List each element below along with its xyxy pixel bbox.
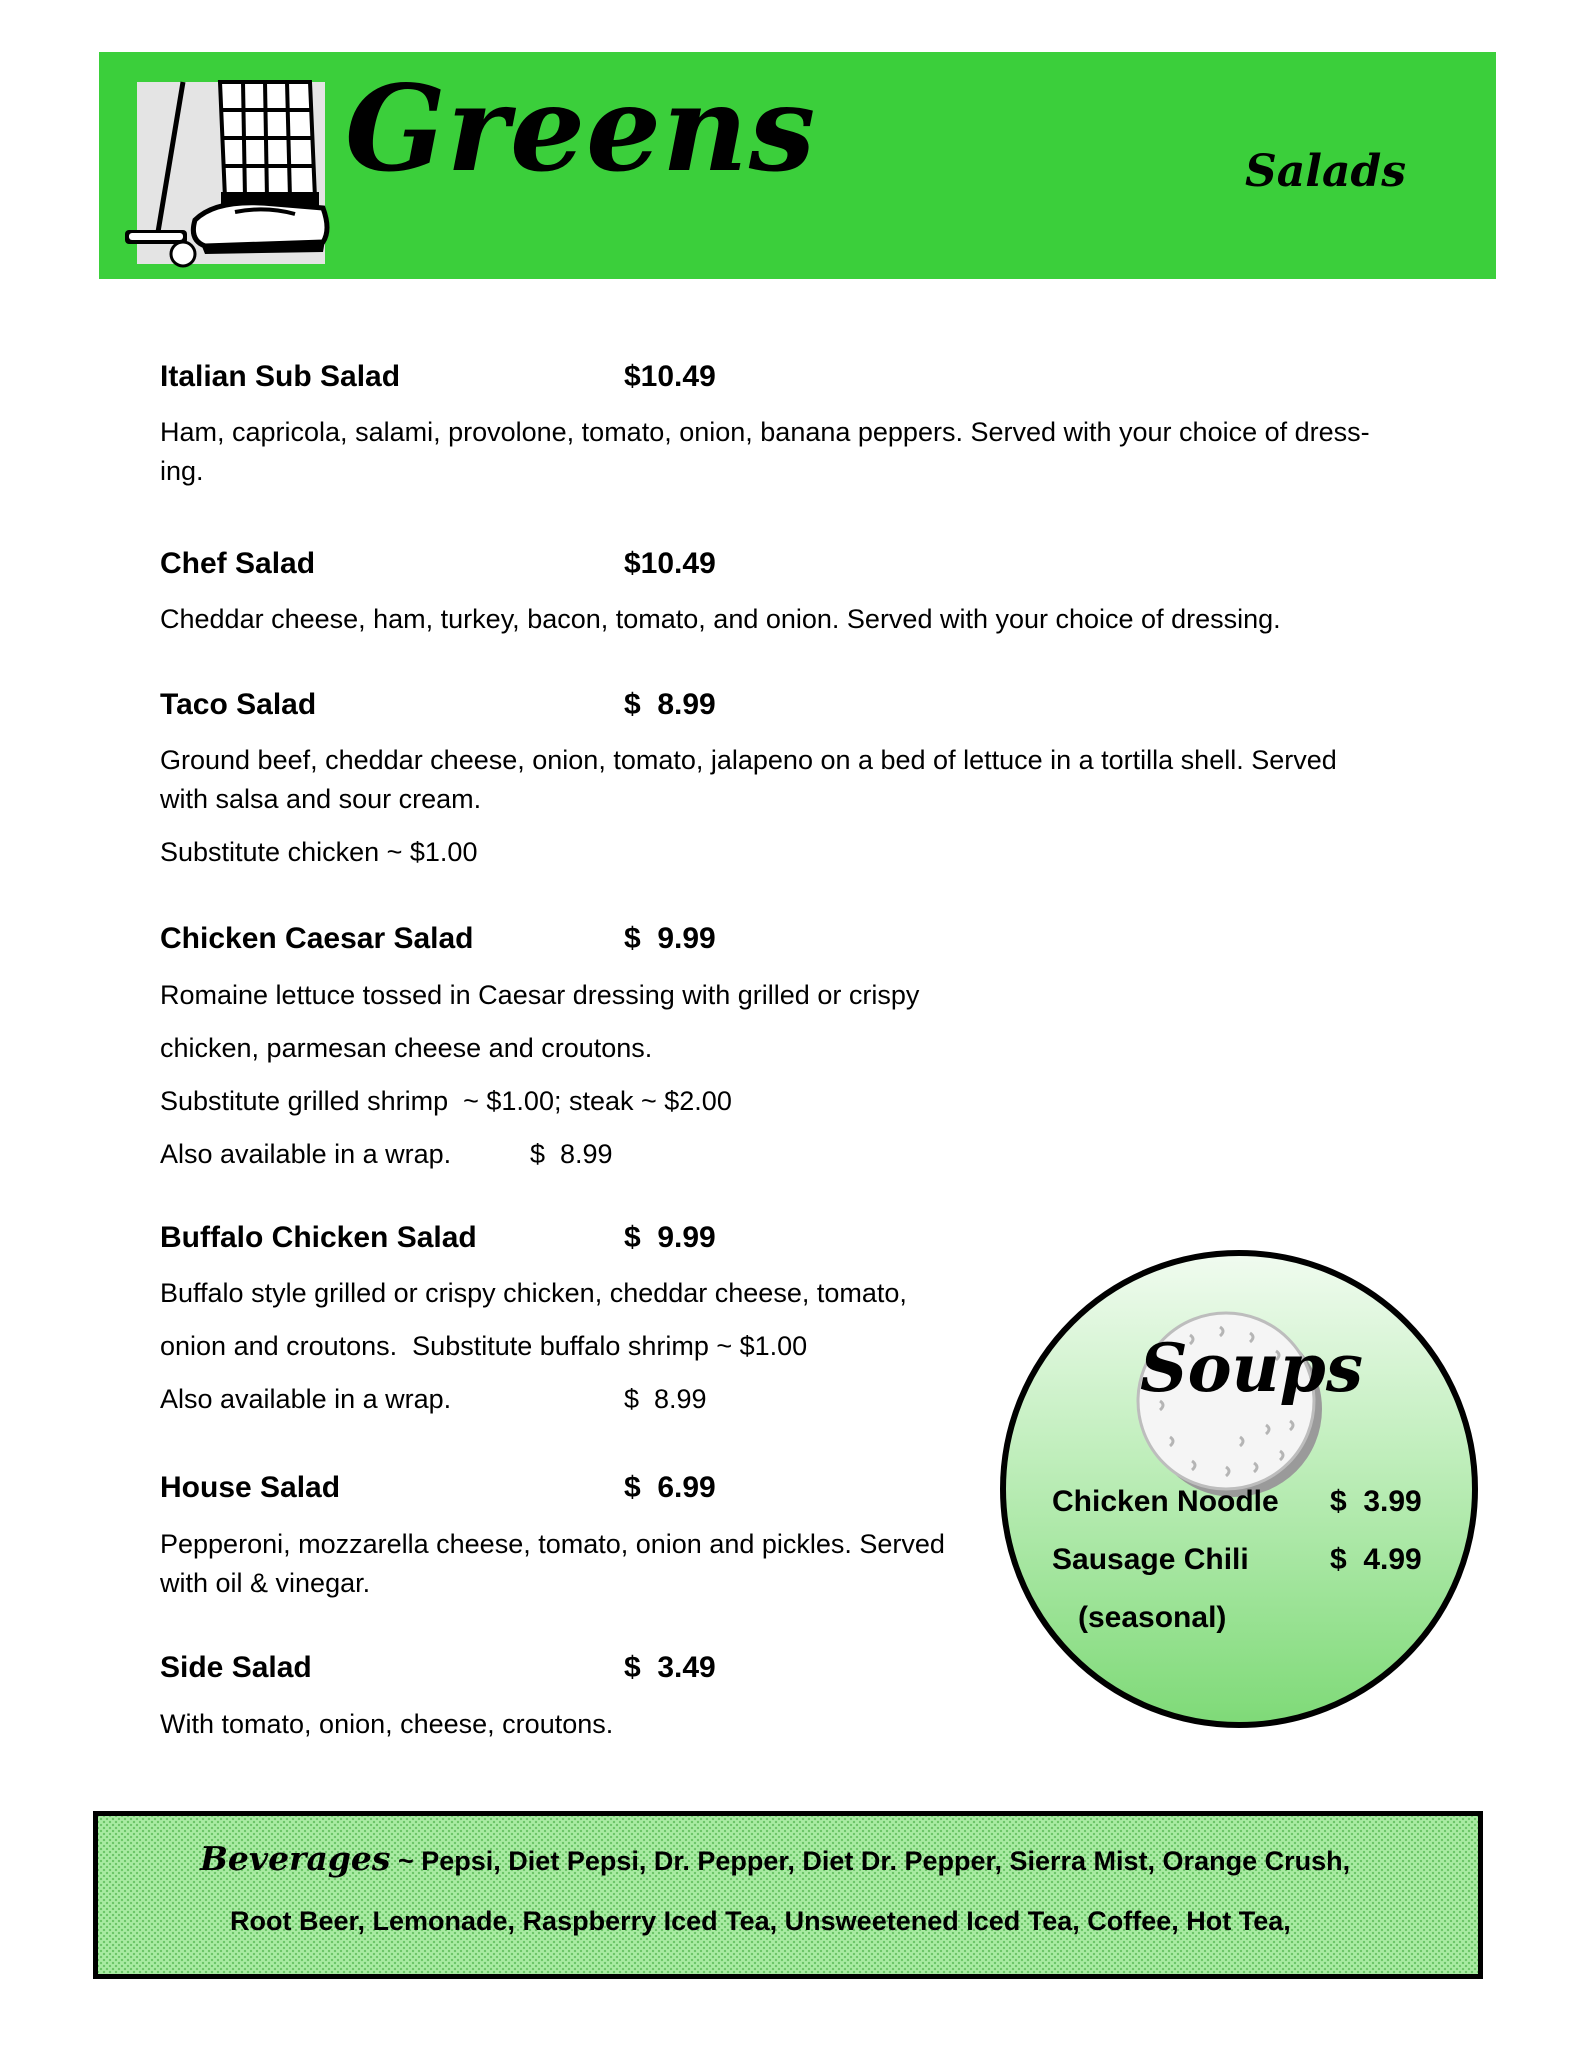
wrap-price: $ 8.99: [624, 1384, 707, 1414]
soup-name: Sausage Chili: [1052, 1543, 1249, 1576]
item-name: Italian Sub Salad: [160, 360, 401, 393]
item-name: Chicken Caesar Salad: [160, 922, 474, 955]
item-price: $ 6.99: [624, 1471, 716, 1504]
item-description: Ham, capricola, salami, provolone, tomato, onion, banana peppers. Served with your choice of dress-: [160, 417, 1370, 447]
beverages-line-2: Root Beer, Lemonade, Raspberry Iced Tea, Unsweetened Iced Tea, Coffee, Hot Tea,: [230, 1906, 1291, 1936]
item-description: Romaine lettuce tossed in Caesar dressing with grilled or crispy: [160, 980, 920, 1010]
item-name: Side Salad: [160, 1651, 312, 1684]
item-description: Also available in a wrap.: [160, 1139, 452, 1169]
item-description: Substitute grilled shrimp ~ $1.00; steak ~ $2.00: [160, 1086, 732, 1116]
item-price: $ 8.99: [624, 688, 716, 721]
soup-note: (seasonal): [1078, 1601, 1227, 1634]
item-description: with salsa and sour cream.: [160, 784, 482, 814]
beverages-label: Beverages: [200, 1839, 391, 1878]
item-description: With tomato, onion, cheese, croutons.: [160, 1709, 614, 1739]
item-description: chicken, parmesan cheese and croutons.: [160, 1033, 653, 1063]
soup-price: $ 4.99: [1330, 1543, 1422, 1576]
beverages-line-1: [200, 1839, 1351, 1878]
item-name: Buffalo Chicken Salad: [160, 1221, 477, 1254]
item-description: with oil & vinegar.: [160, 1568, 371, 1598]
item-price: $ 9.99: [624, 1221, 716, 1254]
item-description: ing.: [160, 456, 204, 486]
soup-price: $ 3.99: [1330, 1485, 1422, 1518]
item-price: $ 3.49: [624, 1651, 716, 1684]
beverages-box: [93, 1811, 1483, 1979]
item-name: House Salad: [160, 1471, 341, 1504]
item-price: $10.49: [624, 547, 716, 580]
section-title: Salads: [1245, 146, 1407, 197]
item-description: Substitute chicken ~ $1.00: [160, 837, 478, 867]
item-description: Pepperoni, mozzarella cheese, tomato, onion and pickles. Served: [160, 1529, 945, 1559]
beverages-list: ~ Pepsi, Diet Pepsi, Dr. Pepper, Diet Dr. Pepper, Sierra Mist, Orange Crush,: [398, 1846, 1351, 1876]
item-description: Also available in a wrap.: [160, 1384, 452, 1414]
soups-title: Soups: [1140, 1329, 1363, 1407]
item-name: Chef Salad: [160, 547, 316, 580]
item-name: Taco Salad: [160, 688, 317, 721]
item-description: onion and croutons. Substitute buffalo shrimp ~ $1.00: [160, 1331, 808, 1361]
item-description: Ground beef, cheddar cheese, onion, tomato, jalapeno on a bed of lettuce in a tortilla shell. Served: [160, 745, 1337, 775]
item-description: Cheddar cheese, ham, turkey, bacon, tomato, and onion. Served with your choice of dressing.: [160, 604, 1281, 634]
item-description: Buffalo style grilled or crispy chicken, cheddar cheese, tomato,: [160, 1278, 907, 1308]
golfer-putter-logo: [125, 80, 330, 270]
restaurant-brand-title: Greens: [345, 59, 817, 198]
wrap-price: $ 8.99: [530, 1139, 613, 1169]
item-price: $ 9.99: [624, 922, 716, 955]
item-price: $10.49: [624, 360, 716, 393]
soup-name: Chicken Noodle: [1052, 1485, 1279, 1518]
